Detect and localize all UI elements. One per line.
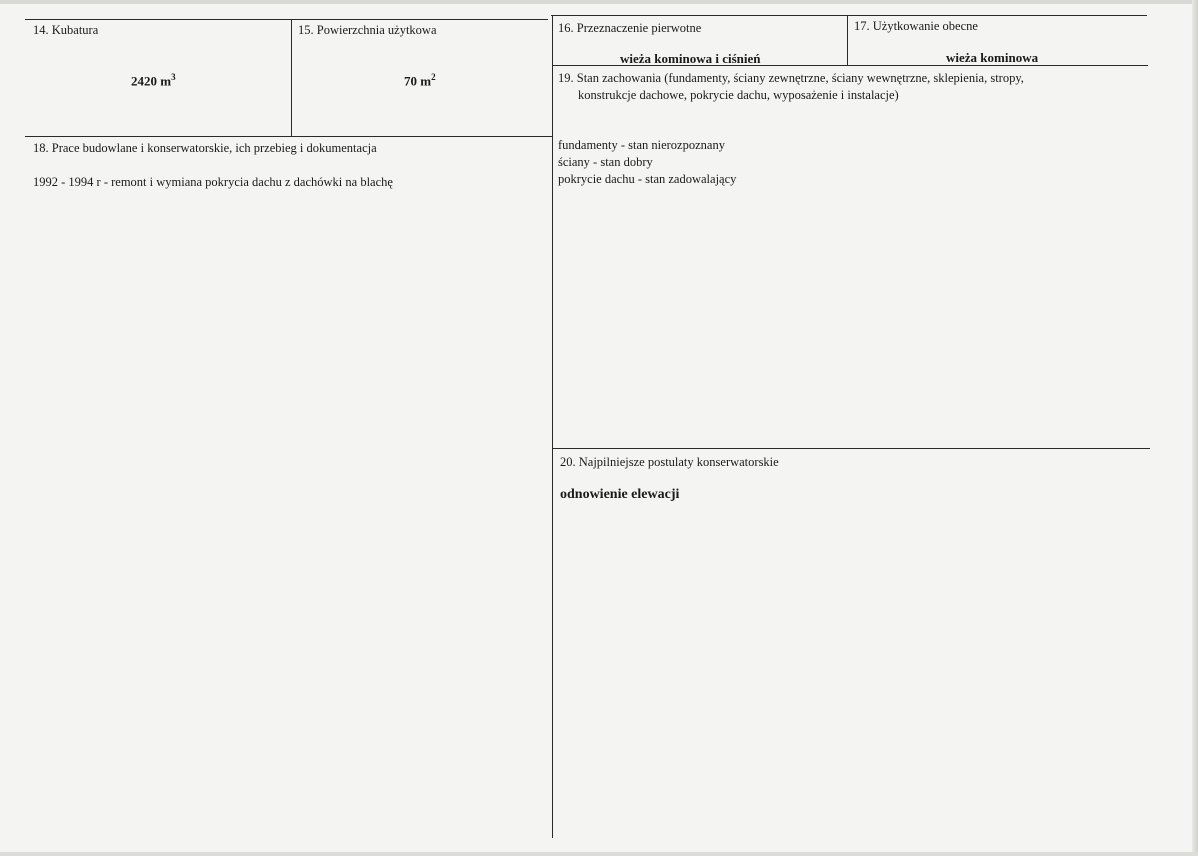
field-19-label-line1: 19. Stan zachowania (fundamenty, ściany zewnętrzne, ściany wewnętrzne, sklepienia, stropy, (558, 71, 1024, 85)
field-19-label-line2: konstrukcje dachowe, pokrycie dachu, wyposażenie i instalacje) (578, 88, 899, 102)
field-18-entry: 1992 - 1994 r - remont i wymiana pokrycia dachu z dachówki na blachę (33, 175, 393, 189)
field-14-label: 14. Kubatura (33, 23, 99, 37)
field-20-value: odnowienie elewacji (560, 487, 680, 502)
top-border-right (551, 15, 1147, 16)
field-17-value: wieża kominowa (946, 50, 1039, 65)
top-border-left (25, 19, 548, 20)
field-15-label: 15. Powierzchnia użytkowa (298, 23, 437, 37)
field-19-entry: pokrycie dachu - stan zadowalający (558, 172, 737, 186)
kubatura-value-text: 2420 m (131, 73, 172, 89)
center-divider (552, 15, 553, 838)
divider-14-15 (291, 19, 292, 136)
scan-edge (0, 852, 1198, 856)
kubatura-unit-sup: 3 (171, 72, 176, 82)
powierzchnia-unit-sup: 2 (431, 72, 436, 82)
scan-edge (1192, 0, 1198, 856)
row-divider-19-20 (552, 448, 1150, 449)
field-19-entry: ściany - stan dobry (558, 155, 653, 169)
field-16-label: 16. Przeznaczenie pierwotne (558, 21, 702, 35)
field-15-value (404, 72, 436, 89)
field-18-label: 18. Prace budowlane i konserwatorskie, ich przebieg i dokumentacja (33, 141, 377, 155)
field-14-value (131, 72, 176, 89)
field-19-entry: fundamenty - stan nierozpoznany (558, 138, 725, 152)
powierzchnia-value-text: 70 m (404, 73, 432, 89)
field-16-value: wieża kominowa i ciśnień (620, 51, 761, 66)
row-divider-left (25, 136, 552, 137)
field-20-label: 20. Najpilniejsze postulaty konserwatorskie (560, 455, 779, 469)
divider-16-17 (847, 15, 848, 66)
field-17-label: 17. Użytkowanie obecne (854, 19, 978, 33)
scan-edge (0, 0, 1198, 4)
